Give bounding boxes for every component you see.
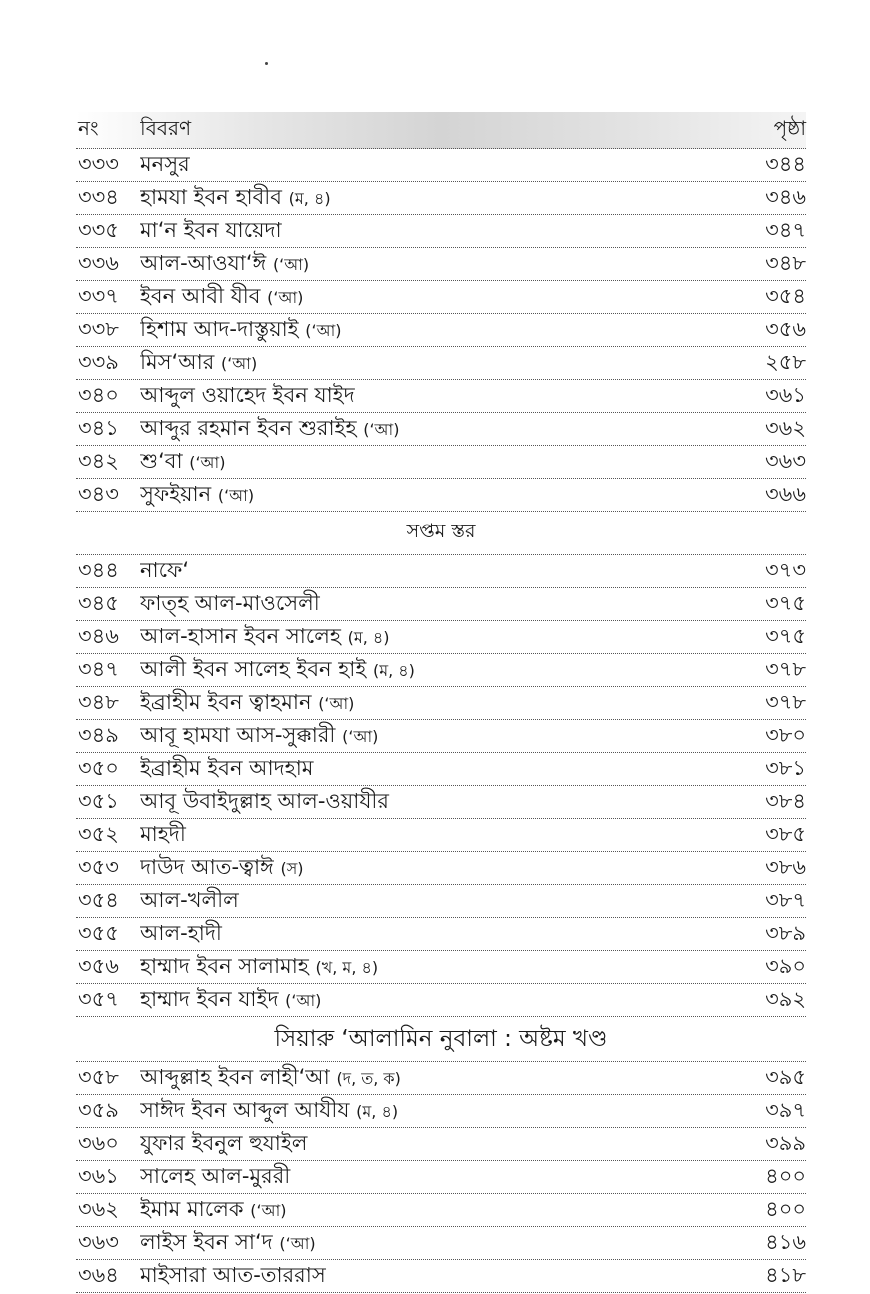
entry-name: যুফার ইবনুল হুযাইল <box>140 1130 308 1155</box>
entry-name: দাউদ আত-ত্বাঈ <box>140 854 274 879</box>
entry-page: ৩৪৬ <box>765 184 806 209</box>
toc-row <box>76 753 806 786</box>
entry-number: ৩৫৯ <box>78 1097 119 1122</box>
entry-number: ৩৪২ <box>78 448 119 473</box>
entry-name-cell <box>140 1094 716 1129</box>
entry-note: (ম, ৪) <box>372 660 415 680</box>
entry-page: ৩৬৬ <box>765 481 806 506</box>
toc-row <box>76 687 806 720</box>
entry-page: ৩৮৯ <box>765 920 806 945</box>
entry-number: ৩৬১ <box>78 1163 119 1188</box>
toc-row <box>76 248 806 281</box>
entry-name: মা‘ন ইবন যায়েদা <box>140 217 282 242</box>
entry-name-cell <box>140 587 716 622</box>
entry-page: ৩৮১ <box>765 755 806 780</box>
entry-page: ৩৬২ <box>765 415 806 440</box>
header-desc: বিবরণ <box>140 115 192 140</box>
entry-note: (‘আ) <box>217 485 255 505</box>
toc-row <box>76 555 806 588</box>
entry-name: ইব্রাহীম ইবন আদহাম <box>140 755 314 780</box>
entry-name-cell <box>140 1226 716 1261</box>
entry-page: ৩৯৯ <box>765 1130 806 1155</box>
entry-number: ৩৫০ <box>78 755 119 780</box>
entry-page: ৩৪৮ <box>765 250 806 275</box>
entry-number: ৩৫১ <box>78 788 119 813</box>
entry-name: আলী ইবন সালেহ ইবন হাই <box>140 656 367 681</box>
entry-name-cell <box>140 785 716 820</box>
entry-number: ৩৬০ <box>78 1130 119 1155</box>
toc-row <box>76 281 806 314</box>
toc-row <box>76 984 806 1017</box>
entry-name: শু‘বা <box>140 448 183 473</box>
toc-row <box>76 1194 806 1227</box>
entry-name-cell <box>140 884 716 919</box>
entry-number: ৩৩৩ <box>78 151 119 176</box>
entry-name: লাইস ইবন সা‘দ <box>140 1229 273 1254</box>
toc-row <box>76 446 806 479</box>
entry-name: মনসুর <box>140 151 190 176</box>
entry-number: ৩৪৬ <box>78 623 119 648</box>
entry-name: আল-হাসান ইবন সালেহ <box>140 623 341 648</box>
entry-name-cell <box>140 247 716 282</box>
entry-name-cell <box>140 983 716 1018</box>
entry-name: ইব্রাহীম ইবন ত্বাহমান <box>140 689 312 714</box>
entry-name-cell <box>140 1061 716 1096</box>
entry-number: ৩৩৫ <box>78 217 119 242</box>
entry-name: মাইসারা আত-তাররাস <box>140 1262 326 1287</box>
entry-number: ৩৫৮ <box>78 1064 119 1089</box>
entry-name-cell <box>140 686 716 721</box>
table-of-contents <box>76 112 806 1293</box>
toc-header <box>76 112 806 149</box>
toc-row <box>76 951 806 984</box>
entry-name: আল-আওযা‘ঈ <box>140 250 267 275</box>
entry-name-cell <box>140 445 716 480</box>
entry-page: ৪০০ <box>765 1163 806 1188</box>
entry-page: ৩৯২ <box>765 986 806 1011</box>
entry-name: হামযা ইবন হাবীব <box>140 184 282 209</box>
entry-page: ৩৯৭ <box>765 1097 806 1122</box>
entry-number: ৩৫৬ <box>78 953 119 978</box>
entry-name: সুফইয়ান <box>140 481 212 506</box>
entry-note: (‘আ) <box>285 990 322 1010</box>
toc-row <box>76 380 806 413</box>
entry-number: ৩৩৪ <box>78 184 119 209</box>
speck-mark <box>265 62 268 65</box>
toc-row <box>76 1062 806 1095</box>
entry-note: (‘আ) <box>220 353 258 373</box>
entry-name: নাফে‘ <box>140 557 190 582</box>
entry-note: (ম, ৪) <box>288 188 331 208</box>
toc-row <box>76 413 806 446</box>
entry-name-cell <box>140 280 716 315</box>
entry-name-cell <box>140 851 716 886</box>
entry-page: ৪১৬ <box>765 1229 806 1254</box>
entry-note: (ম, ৪) <box>356 1101 399 1121</box>
entry-name: আবূ উবাইদুল্লাহ আল-ওয়াযীর <box>140 788 389 813</box>
toc-row <box>76 182 806 215</box>
entry-number: ৩৪৮ <box>78 689 119 714</box>
toc-row <box>76 149 806 182</box>
toc-row <box>76 588 806 621</box>
toc-row <box>76 786 806 819</box>
toc-row <box>76 1128 806 1161</box>
toc-row <box>76 918 806 951</box>
entry-page: ৩৮৪ <box>765 788 806 813</box>
entry-note: (‘আ) <box>342 726 379 746</box>
entry-name: আবূ হামযা আস-সুক্কারী <box>140 722 336 747</box>
entry-note: (‘আ) <box>189 452 226 472</box>
toc-row <box>76 1227 806 1260</box>
entry-name-cell <box>140 1259 716 1294</box>
entry-page: ৩৫৪ <box>765 283 806 308</box>
entry-name: আল-খলীল <box>140 887 239 912</box>
toc-row <box>76 1260 806 1293</box>
entry-page: ৩৪৪ <box>765 151 806 176</box>
entry-name-cell <box>140 620 716 655</box>
toc-row <box>76 885 806 918</box>
group-list-2 <box>76 555 806 1017</box>
entry-name: ইমাম মালেক <box>140 1196 244 1221</box>
entry-name-cell <box>140 554 716 589</box>
entry-name-cell <box>140 346 716 381</box>
entry-page: ৩৮৫ <box>765 821 806 846</box>
entry-page: ৩৯৫ <box>765 1064 806 1089</box>
entry-note: (‘আ) <box>363 419 400 439</box>
entry-page: ৩৭৩ <box>765 557 806 582</box>
entry-page: ৪১৮ <box>765 1262 806 1287</box>
entry-number: ৩৪৪ <box>78 557 119 582</box>
entry-name-cell <box>140 148 716 183</box>
entry-name: আব্দুল্লাহ ইবন লাহী‘আ <box>140 1064 330 1089</box>
toc-row <box>76 347 806 380</box>
entry-note: (‘আ) <box>305 320 342 340</box>
entry-name: ইবন আবী যীব <box>140 283 261 308</box>
entry-number: ৩৫৪ <box>78 887 119 912</box>
toc-row <box>76 819 806 852</box>
entry-page: ৩৭৫ <box>765 590 806 615</box>
entry-number: ৩৪৭ <box>78 656 119 681</box>
toc-row <box>76 852 806 885</box>
entry-number: ৩৬২ <box>78 1196 119 1221</box>
section-heading-7th-layer: সপ্তম স্তর <box>76 512 806 555</box>
entry-name-cell <box>140 412 716 447</box>
entry-page: ৩৯০ <box>765 953 806 978</box>
entry-number: ৩৫৭ <box>78 986 119 1011</box>
entry-name: আল-হাদী <box>140 920 222 945</box>
entry-name: হাম্মাদ ইবন যাইদ <box>140 986 279 1011</box>
entry-name: হিশাম আদ-দাস্তুয়াই <box>140 316 299 341</box>
entry-name: আব্দুল ওয়াহেদ ইবন যাইদ <box>140 382 355 407</box>
entry-page: ৩৬১ <box>765 382 806 407</box>
entry-number: ৩৫৫ <box>78 920 119 945</box>
entry-note: (‘আ) <box>318 693 355 713</box>
entry-number: ৩৫৩ <box>78 854 119 879</box>
entry-page: ৪০০ <box>765 1196 806 1221</box>
entry-name-cell <box>140 752 716 787</box>
entry-note: (‘আ) <box>279 1233 316 1253</box>
entry-number: ৩৪৫ <box>78 590 119 615</box>
entry-page: ৩৮০ <box>765 722 806 747</box>
entry-number: ৩৪৯ <box>78 722 119 747</box>
entry-note: (‘আ) <box>272 254 310 274</box>
group-list-3 <box>76 1062 806 1293</box>
entry-number: ৩৬৪ <box>78 1262 119 1287</box>
entry-number: ৩৪১ <box>78 415 119 440</box>
entry-note: (দ, ত, ক) <box>336 1068 401 1088</box>
entry-name-cell <box>140 917 716 952</box>
entry-name-cell <box>140 818 716 853</box>
entry-note: (স) <box>280 858 304 878</box>
entry-name-cell <box>140 214 716 249</box>
entry-page: ৩৬৩ <box>765 448 806 473</box>
header-page: পৃষ্ঠা <box>773 115 806 140</box>
toc-row <box>76 1095 806 1128</box>
entry-name: সাঈদ ইবন আব্দুল আযীয <box>140 1097 350 1122</box>
entry-page: ৩৪৭ <box>765 217 806 242</box>
toc-row <box>76 1161 806 1194</box>
entry-number: ৩৪৩ <box>78 481 119 506</box>
toc-row <box>76 479 806 512</box>
entry-number: ৩৫২ <box>78 821 119 846</box>
toc-row <box>76 314 806 347</box>
entry-page: ৩৫৬ <box>765 316 806 341</box>
entry-number: ৩৩৭ <box>78 283 119 308</box>
entry-name-cell <box>140 379 716 414</box>
entry-note: (ম, ৪) <box>347 627 390 647</box>
entry-number: ৩৩৬ <box>78 250 119 275</box>
entry-name: সালেহ আল-মুররী <box>140 1163 291 1188</box>
entry-page: ৩৭৫ <box>765 623 806 648</box>
toc-row <box>76 215 806 248</box>
entry-name-cell <box>140 313 716 348</box>
entry-page: ২৫৮ <box>765 349 806 374</box>
group-list-1 <box>76 149 806 512</box>
entry-name-cell <box>140 719 716 754</box>
toc-row <box>76 720 806 753</box>
entry-name-cell <box>140 950 716 985</box>
toc-row <box>76 654 806 687</box>
entry-name-cell <box>140 653 716 688</box>
entry-name-cell <box>140 1193 716 1228</box>
entry-name: আব্দুর রহমান ইবন শুরাইহ <box>140 415 357 440</box>
entry-number: ৩৪০ <box>78 382 119 407</box>
entry-note: (‘আ) <box>267 287 304 307</box>
entry-number: ৩৩৮ <box>78 316 119 341</box>
entry-number: ৩৩৯ <box>78 349 119 374</box>
entry-name-cell <box>140 478 716 513</box>
entry-note: (‘আ) <box>250 1200 287 1220</box>
section-heading-volume-8: সিয়ারু ‘আলামিন নুবালা : অষ্টম খণ্ড <box>76 1017 806 1062</box>
header-no: নং <box>78 115 99 140</box>
entry-name-cell <box>140 181 716 216</box>
entry-number: ৩৬৩ <box>78 1229 119 1254</box>
entry-name: মাহদী <box>140 821 186 846</box>
entry-name-cell <box>140 1160 716 1195</box>
entry-name-cell <box>140 1127 716 1162</box>
entry-name: মিস‘আর <box>140 349 215 374</box>
entry-page: ৩৭৮ <box>765 656 806 681</box>
entry-name: হাম্মাদ ইবন সালামাহ <box>140 953 309 978</box>
toc-row <box>76 621 806 654</box>
entry-page: ৩৮৬ <box>765 854 806 879</box>
entry-page: ৩৭৮ <box>765 689 806 714</box>
entry-note: (খ, ম, ৪) <box>315 957 379 977</box>
entry-name: ফাত্হ আল-মাওসেলী <box>140 590 320 615</box>
entry-page: ৩৮৭ <box>765 887 806 912</box>
